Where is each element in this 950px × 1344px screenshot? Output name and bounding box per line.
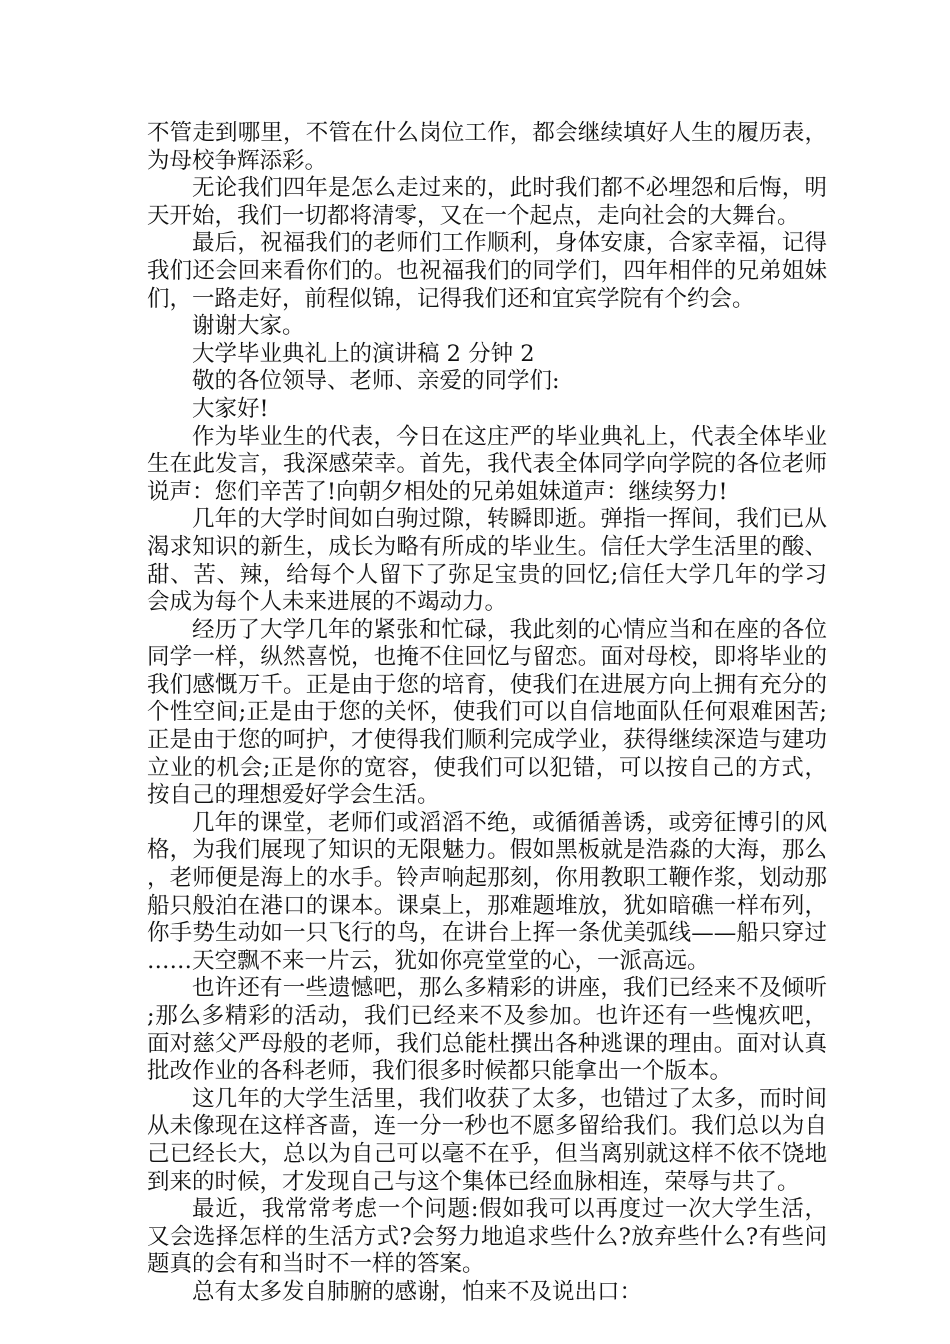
paragraph: 几年的课堂，老师们或滔滔不绝，或循循善诱，或旁征博引的风格，为我们展现了知识的无限魅力。假如黑板就是浩淼的大海，那么，老师便是海上的水手。铃声响起那刻，你用教职工鞭作浆，划动那船只般泊在港口的课本。课桌上，那难题堆放，犹如暗礁一样布列，你手势生动如一只飞行的鸟，在讲台上挥一条优美弧线——船只穿过……天空飘不来一片云，犹如你亮堂堂的心，一派高远。 — [147, 809, 827, 974]
paragraph: 也许还有一些遗憾吧，那么多精彩的讲座，我们已经来不及倾听;那么多精彩的活动，我们已经来不及参加。也许还有一些愧疚吧，面对慈父严母般的老师，我们总能杜撰出各种逃课的理由。面对认真批改作业的各科老师，我们很多时候都只能拿出一个版本。 — [147, 975, 827, 1085]
paragraph: 大学毕业典礼上的演讲稿 2 分钟 2 — [192, 340, 535, 367]
paragraph: 几年的大学时间如白驹过隙，转瞬即逝。弹指一挥间，我们已从渴求知识的新生，成长为略有所成的毕业生。信任大学生活里的酸、甜、苦、辣，给每个人留下了弥足宝贵的回忆;信任大学几年的学习会成为每个人未来进展的不竭动力。 — [147, 506, 827, 616]
paragraph: 无论我们四年是怎么走过来的，此时我们都不必埋怨和后悔，明天开始，我们一切都将清零，又在一个起点，走向社会的大舞台。 — [147, 175, 827, 229]
paragraph: 经历了大学几年的紧张和忙碌，我此刻的心情应当和在座的各位同学一样，纵然喜悦，也掩不住回忆与留恋。面对母校，即将毕业的我们感慨万千。正是由于您的培育，使我们在进展方向上拥有充分的个性空间;正是由于您的关怀，使我们可以自信地面队任何艰难困苦;正是由于您的呵护，才使得我们顺利完成学业，获得继续深造与建功立业的机会;正是你的宽容，使我们可以犯错，可以按自己的方式，按自己的理想爱好学会生活。 — [147, 616, 827, 809]
paragraph: 这几年的大学生活里，我们收获了太多，也错过了太多，而时间从未像现在这样吝啬，连一分一秒也不愿多留给我们。我们总以为自己已经长大，总以为自己可以毫不在乎，但当离别就这样不依不饶地到来的时候，才发现自己与这个集体已经血脉相连，荣辱与共了。 — [147, 1085, 827, 1195]
paragraph: 总有太多发自肺腑的感谢，怕来不及说出口： — [192, 1278, 643, 1305]
paragraph: 最后，祝福我们的老师们工作顺利，身体安康，合家幸福，记得我们还会回来看你们的。也祝福我们的同学们，四年相伴的兄弟姐妹们，一路走好，前程似锦，记得我们还和宜宾学院有个约会。 — [147, 230, 827, 312]
paragraph: 敬的各位领导、老师、亲爱的同学们: — [192, 368, 560, 395]
paragraph: 作为毕业生的代表，今日在这庄严的毕业典礼上，代表全体毕业生在此发言，我深感荣幸。首先，我代表全体同学向学院的各位老师说声：您们辛苦了!向朝夕相处的兄弟姐妹道声：继续努力! — [147, 423, 827, 505]
paragraph: 大家好! — [192, 395, 269, 422]
paragraph: 不管走到哪里，不管在什么岗位工作，都会继续填好人生的履历表，为母校争辉添彩。 — [147, 120, 827, 174]
paragraph: 谢谢大家。 — [192, 313, 305, 340]
paragraph: 最近，我常常考虑一个问题:假如我可以再度过一次大学生活，又会选择怎样的生活方式?会努力地追求些什么?放弃些什么?有些问题真的会有和当时不一样的答案。 — [147, 1196, 827, 1278]
document-body — [147, 120, 827, 1307]
